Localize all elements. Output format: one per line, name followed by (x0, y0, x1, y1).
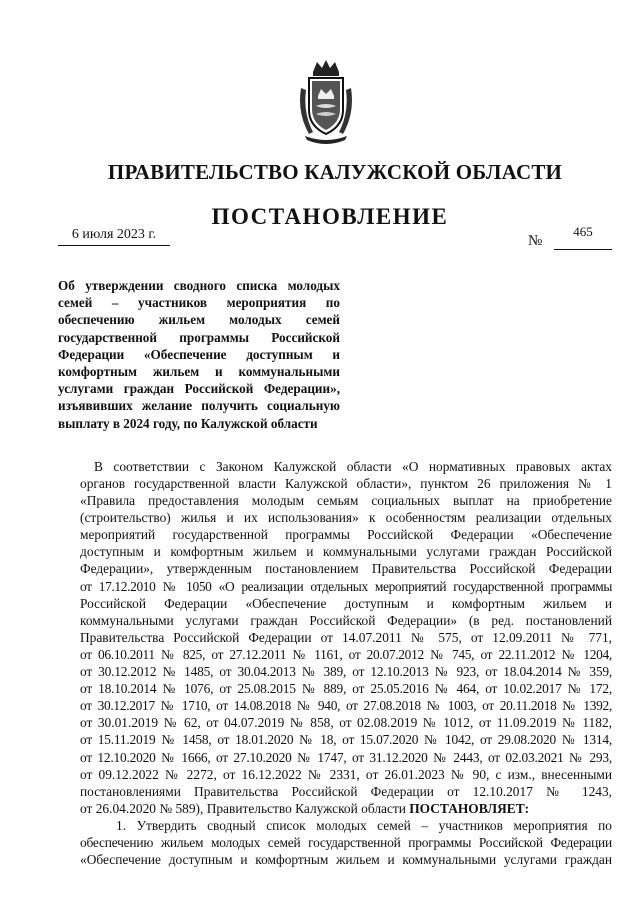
government-title: ПРАВИТЕЛЬСТВО КАЛУЖСКОЙ ОБЛАСТИ (107, 160, 563, 184)
body-line: Российской Федерации «Обеспечение доступным и комфортным жильем и (80, 595, 612, 611)
body-line: от 17.12.2010 № 1050 «О реализации отдельных мероприятий государственной программы (80, 578, 612, 594)
resolves-line (80, 800, 612, 817)
body-line: постановлениями Правительства Российской Федерации от 12.10.2017 № 1243, (80, 783, 612, 799)
body-line: (строительство) жилья и их использования» к особенностям реализации отдельных (80, 510, 612, 526)
document-date: 6 июля 2023 г. (58, 227, 170, 246)
subject-line: государственной программы Российской (58, 329, 340, 345)
body-line: от 30.12.2012 № 1485, от 30.04.2013 № 389, от 12.10.2013 № 923, от 18.04.2014 № 359, (80, 664, 612, 680)
body-line: от 12.10.2020 № 1666, от 27.10.2020 № 1747, от 31.12.2020 № 2443, от 02.03.2021 № 293, (80, 749, 612, 765)
body-line: коммунальными услугами граждан Российской Федерации» (в ред. постановлений (80, 612, 612, 628)
document-subject (58, 277, 340, 432)
coat-of-arms-emblem (295, 58, 357, 146)
document-body (80, 458, 612, 475)
item-1-line: «Обеспечение доступным и комфортным жильем и коммунальными услугами граждан (80, 852, 612, 868)
item-1-line: 1. Утвердить сводный список молодых семей – участников мероприятия по (116, 817, 612, 833)
subject-line: изъявивших желание получить социальную (58, 398, 340, 414)
subject-line: выплату в 2024 году, по Калужской области (58, 415, 318, 431)
body-line: Федерации», утвержденным постановлением Правительства Российской Федерации (80, 561, 612, 577)
body-line: от 30.01.2019 № 62, от 04.07.2019 № 858, от 02.08.2019 № 1012, от 11.09.2019 № 1182, (80, 715, 612, 731)
document-body-main (80, 475, 612, 868)
item-1-line: обеспечению жильем молодых семей государственной программы Российской Федерации (80, 834, 612, 850)
subject-line: обеспечению жильем молодых семей (58, 312, 340, 328)
body-line: доступным и комфортным жильем и коммунальными услугами граждан Российской (80, 544, 612, 560)
body-line: от 09.12.2022 № 2272, от 16.12.2022 № 2331, от 26.01.2023 № 90, с изм., внесенными (80, 766, 612, 782)
body-line: от 06.10.2011 № 825, от 27.12.2011 № 1161, от 20.07.2012 № 745, от 22.11.2012 № 1204, (80, 646, 612, 662)
subject-line: комфортным жильем и коммунальными (58, 364, 340, 380)
document-type-title: ПОСТАНОВЛЕНИЕ (211, 204, 449, 229)
body-line: мероприятий государственной программы Российской Федерации «Обеспечение (80, 527, 612, 543)
subject-line: Федерации «Обеспечение доступным и (58, 346, 340, 362)
document-number-label: № (528, 233, 543, 249)
body-line: В соответствии с Законом Калужской области «О нормативных правовых актах (94, 459, 612, 474)
resolves-keyword: ПОСТАНОВЛЯЕТ: (409, 800, 530, 816)
document-number: 465 (554, 224, 612, 250)
resolves-text: от 26.04.2020 № 589), Правительство Калужской области (80, 800, 410, 816)
subject-line: услугами граждан Российской Федерации», (58, 381, 340, 397)
body-line: «Правила предоставления молодым семьям социальных выплат на приобретение (80, 493, 612, 509)
body-line: органов государственной власти Калужской области», пунктом 26 приложения № 1 (80, 476, 612, 491)
body-line: от 18.10.2014 № 1076, от 25.08.2015 № 889, от 25.05.2016 № 464, от 10.02.2017 № 172, (80, 681, 612, 697)
subject-line: семей – участников мероприятия по (58, 295, 340, 311)
body-line: Правительства Российской Федерации от 14.07.2011 № 575, от 12.09.2011 № 771, (80, 629, 612, 645)
body-line: от 30.12.2017 № 1710, от 14.08.2018 № 940, от 27.08.2018 № 1003, от 20.11.2018 № 1392, (80, 698, 612, 714)
body-line: от 15.11.2019 № 1458, от 18.01.2020 № 18, от 15.07.2020 № 1042, от 29.08.2020 № 1314, (80, 732, 612, 748)
subject-line: Об утверждении сводного списка молодых (58, 278, 340, 293)
